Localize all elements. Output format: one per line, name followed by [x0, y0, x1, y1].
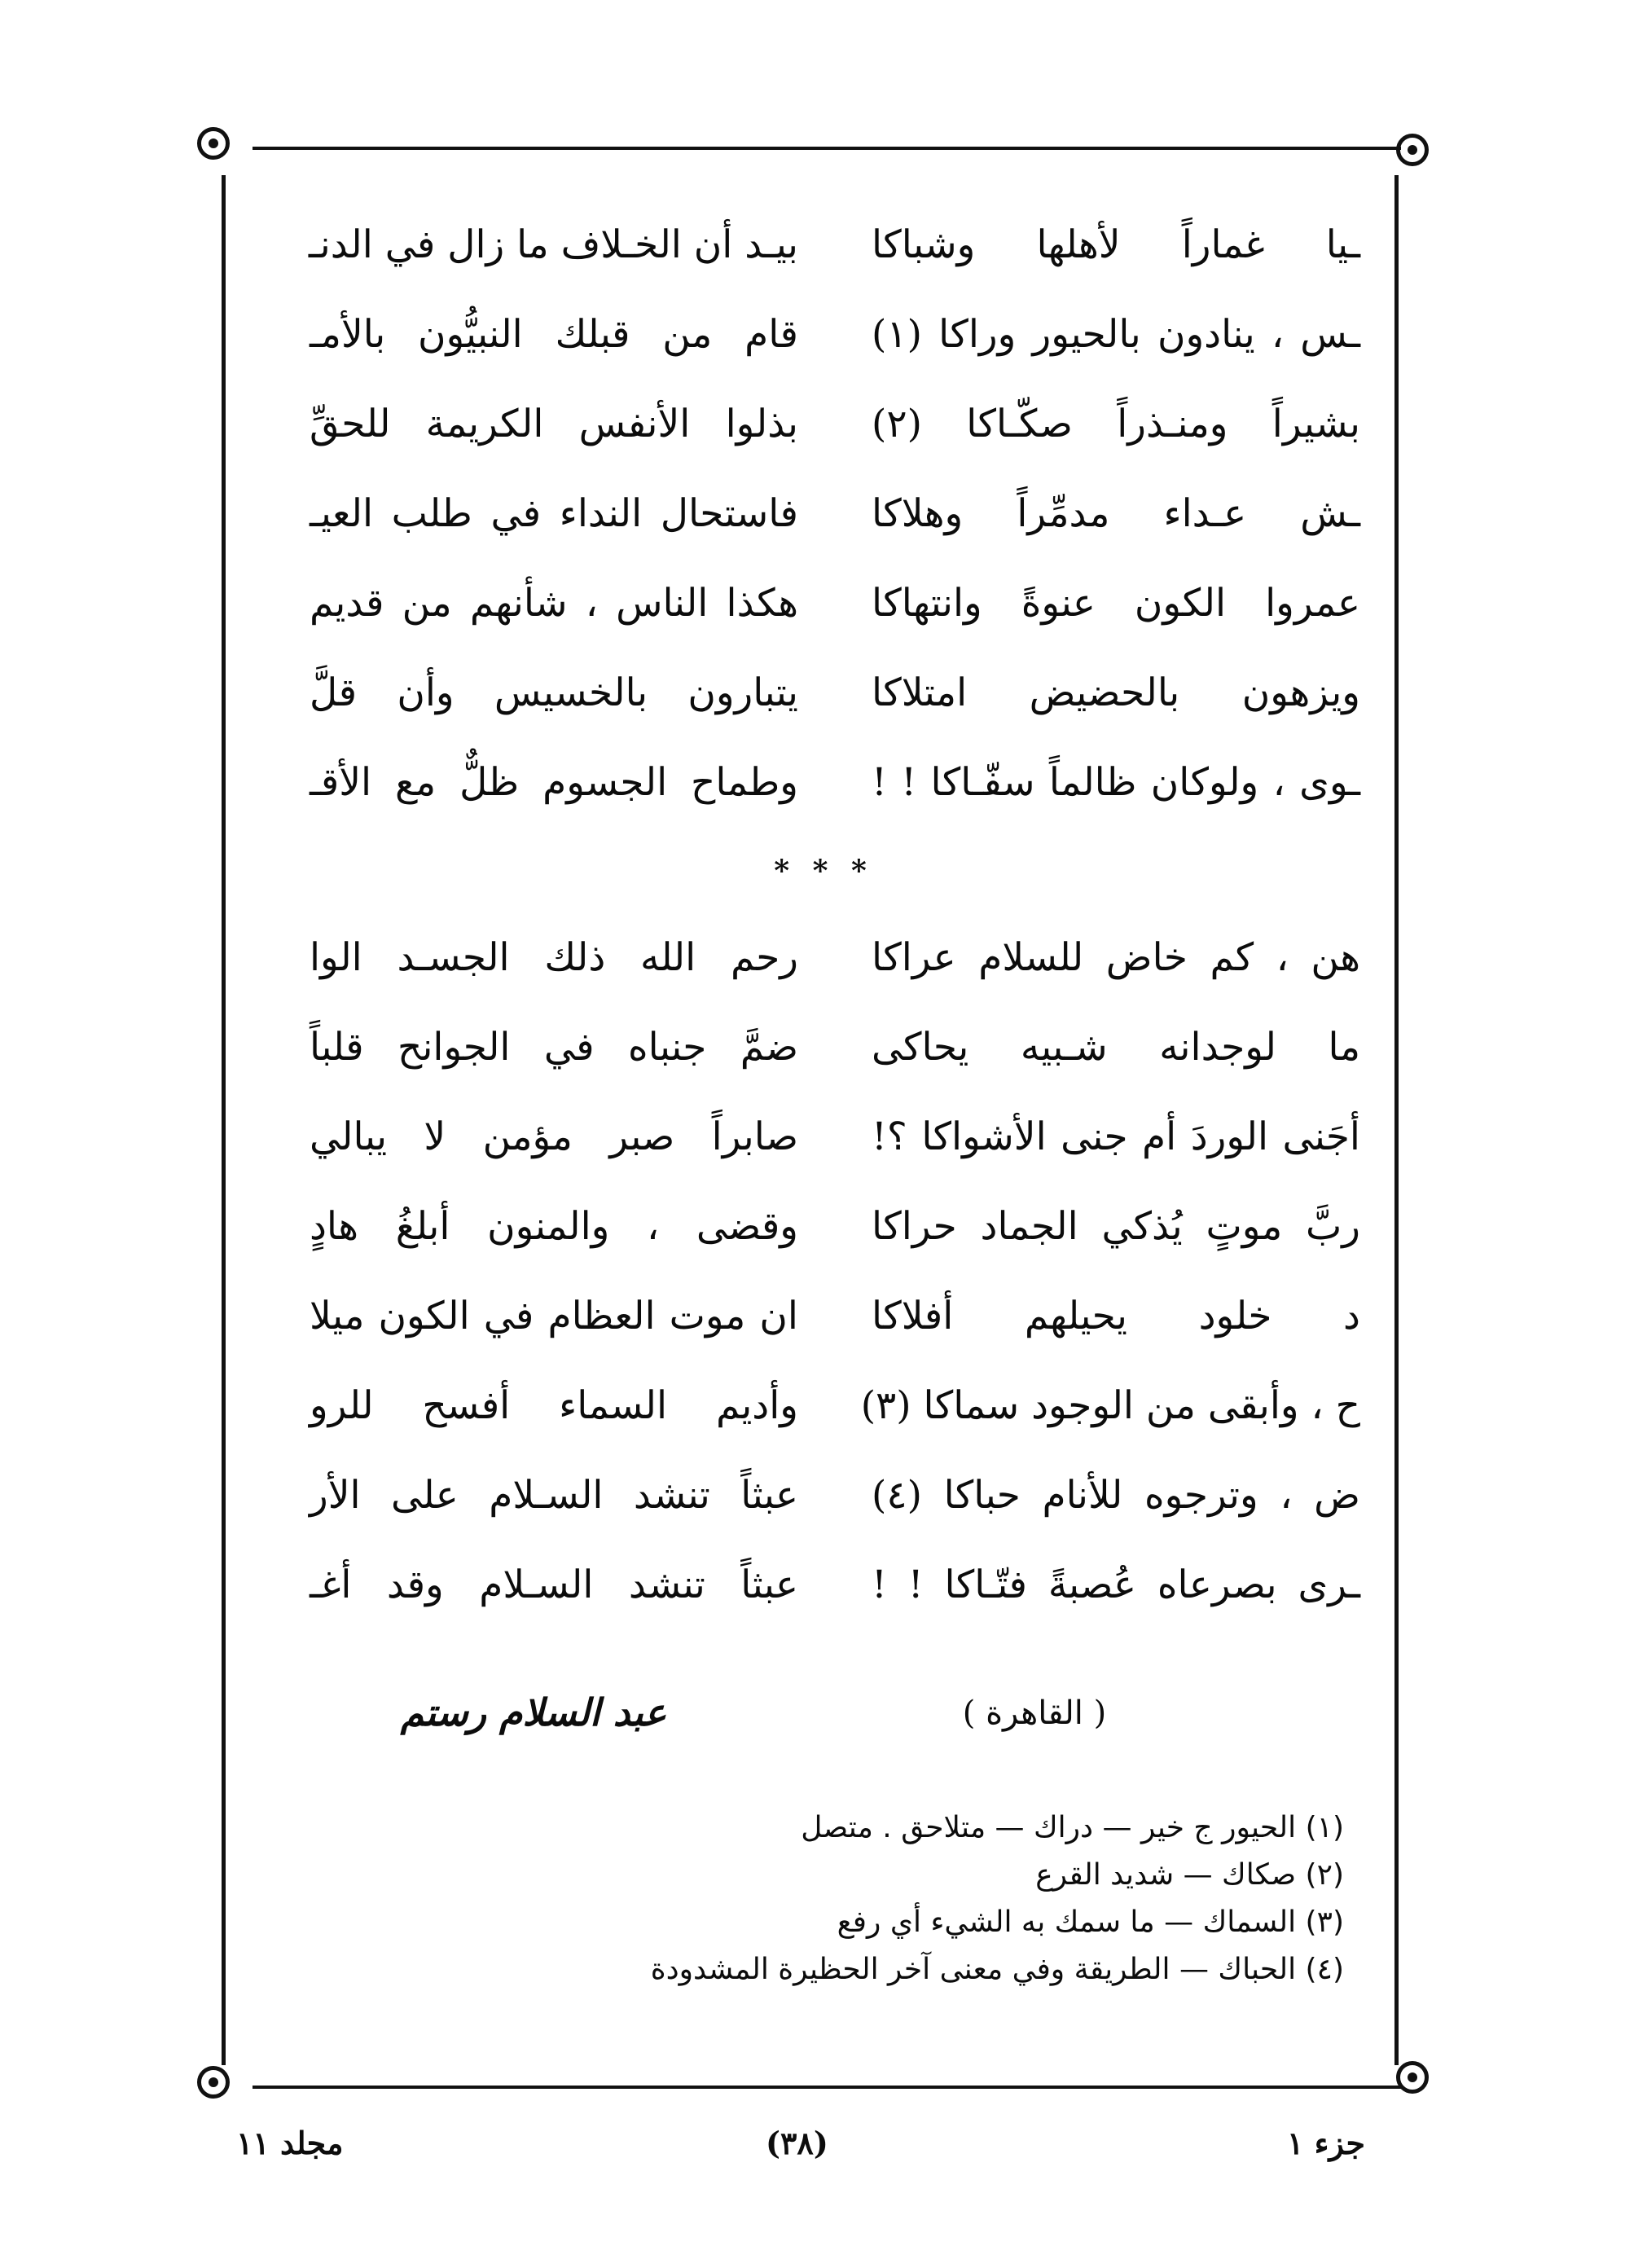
footnote: (١) الحيور ج خير — دراك — متلاحق . متصل — [801, 1811, 1344, 1844]
verse — [310, 1450, 1360, 1540]
stanza-separator: * * * — [774, 854, 873, 888]
verse — [310, 200, 1360, 289]
verse-first-hemistich: عبثاً تنشد السـلام وقد أغـ — [310, 1562, 798, 1607]
verse-second-hemistich: ـوى ، ولوكان ظالماً سفّـاكا ! ! — [872, 759, 1360, 805]
footnote: (٢) صكاك — شديد القرع — [1035, 1858, 1344, 1892]
verse-second-hemistich: ـرى بصرعاه عُصبةً فتّـاكا ! ! — [872, 1562, 1360, 1607]
verse — [310, 737, 1360, 827]
ornament-top-left-icon — [197, 127, 230, 160]
verse-second-hemistich: ربَّ موتٍ يُذكي الجماد حراكا — [872, 1203, 1360, 1249]
verse-second-hemistich: ض ، وترجوه للأنام حباكا (٤) — [872, 1472, 1360, 1518]
author-signature: عبد السلام رستم — [400, 1690, 667, 1734]
verse-first-hemistich: وقضى ، والمنون أبلغُ هادٍ — [310, 1203, 798, 1249]
verse-first-hemistich: هكذا الناس ، شأنهم من قديم — [310, 580, 798, 626]
verse-first-hemistich: فاستحال النداء في طلب العيـ — [310, 490, 798, 536]
verse-first-hemistich: رحم الله ذلك الجسـد الوا — [310, 934, 798, 980]
right-rule — [1394, 175, 1399, 2065]
verse-first-hemistich: وأديم السماء أفسح للرو — [310, 1382, 798, 1428]
footnote: (٤) الحباك — الطريقة وفي معنى آخر الحظيرة المشدودة — [650, 1953, 1344, 1986]
verse — [310, 379, 1360, 468]
verse — [310, 912, 1360, 1002]
verse-first-hemistich: بذلوا الأنفس الكريمة للحقِّ — [310, 401, 798, 446]
issue-number: جزء ١ — [1287, 2125, 1365, 2161]
verse-second-hemistich: هن ، كم خاض للسلام عراكا — [872, 934, 1360, 980]
verse — [310, 1181, 1360, 1271]
verse — [310, 1360, 1360, 1450]
verse-second-hemistich: بشيراً ومنـذراً صكّـاكا (٢) — [872, 401, 1360, 446]
verse-first-hemistich: وطماح الجسوم ظلٌّ مع الأقـ — [310, 759, 798, 805]
verse-second-hemistich: ـش عـداء مدمِّراً وهلاكا — [872, 490, 1360, 536]
page-number: (٣٨) — [766, 2125, 828, 2161]
verse-first-hemistich: قام من قبلك النبيُّون بالأمـ — [310, 311, 798, 357]
verse-second-hemistich: د خلود يحيلهم أفلاكا — [872, 1293, 1360, 1338]
verse — [310, 558, 1360, 648]
place-of-writing: ( القاهرة ) — [962, 1694, 1107, 1732]
footnotes — [635, 1804, 1344, 1993]
verse-second-hemistich: ح ، وأبقى من الوجود سماكا (٣) — [860, 1382, 1360, 1428]
verse — [310, 648, 1360, 737]
verse-second-hemistich: عمروا الكون عنوةً وانتهاكا — [872, 580, 1360, 626]
ornament-top-right-icon — [1396, 134, 1429, 166]
verse-second-hemistich: أجَنى الوردَ أم جنى الأشواكا ؟! — [872, 1114, 1360, 1159]
verse — [310, 1271, 1360, 1360]
verse-first-hemistich: بيـد أن الخـلاف ما زال في الدنـ — [308, 222, 798, 267]
verse-second-hemistich: ـس ، ينادون بالحيور وراكا (١) — [872, 311, 1360, 357]
top-rule — [253, 147, 1401, 150]
verse-second-hemistich: ما لوجدانه شـبيه يحاكى — [872, 1024, 1360, 1070]
verse-first-hemistich: يتبارون بالخسيس وأن قلَّ — [310, 670, 798, 715]
ornament-bottom-right-icon — [1396, 2061, 1429, 2094]
left-rule — [222, 175, 226, 2065]
ornament-bottom-left-icon — [197, 2066, 230, 2099]
verse — [310, 289, 1360, 379]
volume-number: مجلد ١١ — [236, 2125, 344, 2161]
verse-first-hemistich: ضمَّ جنباه في الجوانح قلباً — [310, 1024, 798, 1070]
verse — [310, 1540, 1360, 1629]
bottom-rule — [253, 2086, 1401, 2089]
verse — [310, 468, 1360, 558]
verse-first-hemistich: ان موت العظام في الكون ميلا — [310, 1293, 798, 1338]
verse-first-hemistich: عبثاً تنشد السـلام على الأر — [310, 1472, 798, 1518]
verse-second-hemistich: ـيا غماراً لأهلها وشباكا — [872, 222, 1360, 267]
verse — [310, 1092, 1360, 1181]
footnote: (٣) السماك — ما سمك به الشيء أي رفع — [837, 1905, 1344, 1939]
verse — [310, 1002, 1360, 1092]
verse-second-hemistich: ويزهون بالحضيض امتلاكا — [872, 670, 1360, 715]
verse-first-hemistich: صابراً صبر مؤمن لا يبالي — [310, 1114, 798, 1159]
